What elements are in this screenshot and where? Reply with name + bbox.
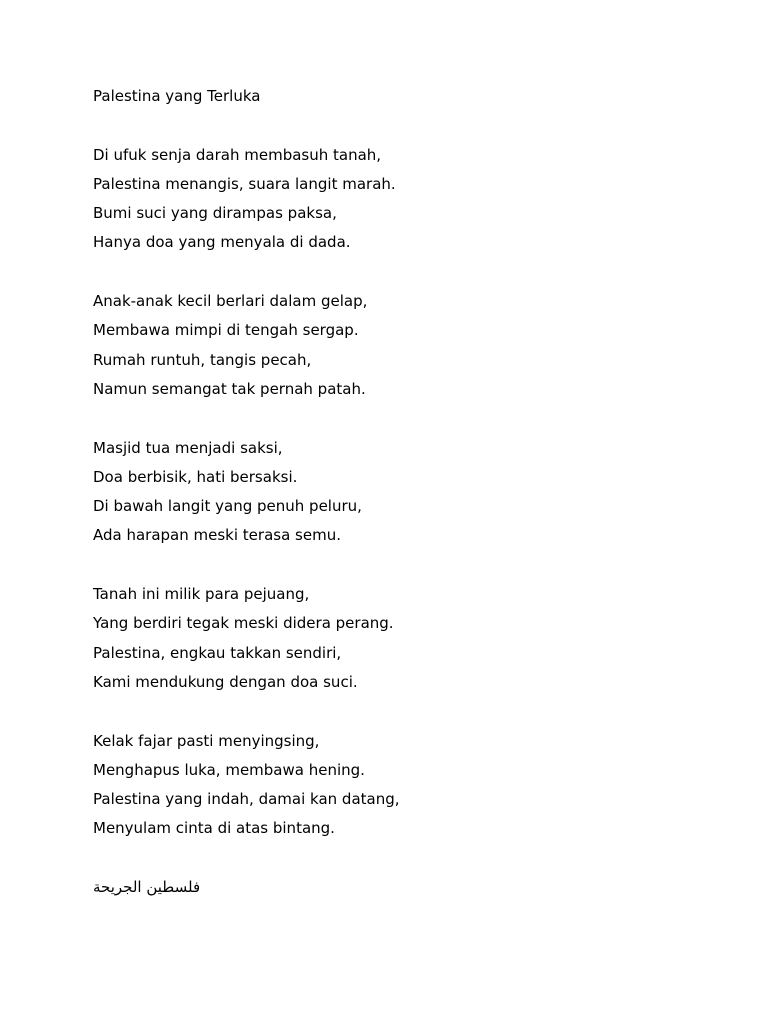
poem-line: Menghapus luka, membawa hening. (93, 760, 365, 779)
poem-line: Namun semangat tak pernah patah. (93, 379, 366, 398)
poem-line: Rumah runtuh, tangis pecah, (93, 350, 312, 369)
poem-line: Palestina yang indah, damai kan datang, (93, 790, 400, 809)
blank-line (93, 699, 693, 728)
poem-line: Tanah ini milik para pejuang, (93, 585, 310, 604)
stanza-2 (93, 289, 693, 406)
poem-line: Hanya doa yang menyala di dada. (93, 233, 351, 252)
poem-line: Palestina, engkau takkan sendiri, (93, 643, 342, 662)
poem-title: Palestina yang Terluka (93, 87, 261, 105)
poem-line: Doa berbisik, hati bersaksi. (93, 467, 298, 486)
poem-line: Ada harapan meski terasa semu. (93, 526, 341, 545)
poem-line: Kelak fajar pasti menyingsing, (93, 731, 320, 750)
poem-line: Di ufuk senja darah membasuh tanah, (93, 145, 382, 164)
poem-line: Kami mendukung dengan doa suci. (93, 672, 358, 691)
blank-line (93, 553, 693, 582)
poem-line: Bumi suci yang dirampas paksa, (93, 204, 337, 223)
poem-line: Anak-anak kecil berlari dalam gelap, (93, 292, 368, 311)
stanza-4 (93, 582, 693, 699)
poem-line: Menyulam cinta di atas bintang. (93, 819, 335, 838)
stanza-3 (93, 436, 693, 553)
blank-line (93, 260, 693, 289)
blank-line (93, 406, 693, 435)
poem-line: Membawa mimpi di tengah sergap. (93, 321, 359, 340)
blank-line (93, 113, 693, 142)
poem-line: Palestina menangis, suara langit marah. (93, 174, 396, 193)
stanza-1 (93, 143, 693, 260)
poem-line: Di bawah langit yang penuh peluru, (93, 497, 362, 516)
poem-line: Masjid tua menjadi saksi, (93, 438, 283, 457)
poem (93, 84, 693, 904)
stanza-5 (93, 729, 693, 846)
poem-line: Yang berdiri tegak meski didera perang. (93, 614, 394, 633)
arabic-title: فلسطين الجريحة (93, 878, 201, 897)
blank-line (93, 846, 693, 875)
